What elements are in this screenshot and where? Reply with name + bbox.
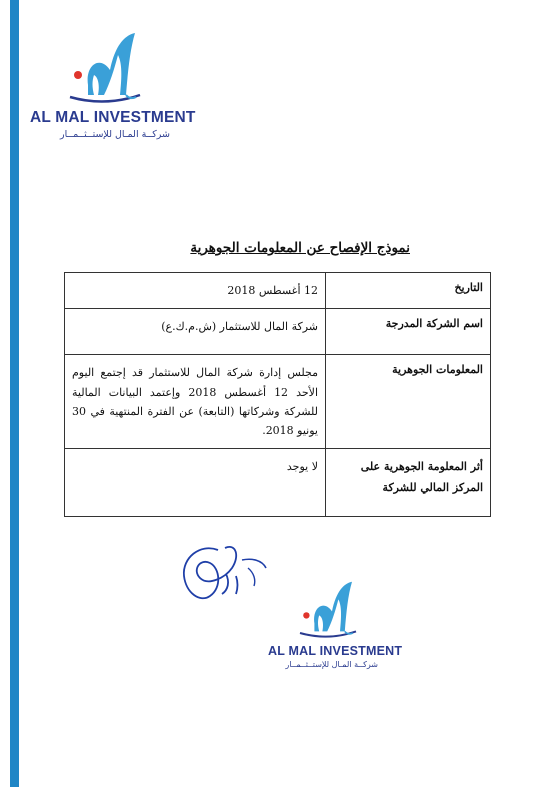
document-title: نموذج الإفصاح عن المعلومات الجوهرية — [190, 240, 410, 256]
logo-name-arabic: شركــة المـال للإستــثــمــار — [60, 129, 170, 140]
logo-name-arabic: شركــة المـال للإستــثــمــار — [285, 660, 378, 669]
row-label: اسم الشركة المدرجة — [326, 309, 491, 355]
handwritten-signature — [170, 538, 270, 613]
disclosure-table — [64, 272, 491, 517]
logo-name-english: AL MAL INVESTMENT — [30, 109, 196, 126]
side-accent-bar — [10, 0, 19, 787]
row-label: التاريخ — [326, 273, 491, 309]
table-row — [65, 355, 491, 449]
company-logo-header — [30, 25, 196, 140]
logo-emblem-icon — [30, 25, 180, 109]
table-row — [65, 273, 491, 309]
logo-name-english: AL MAL INVESTMENT — [268, 644, 403, 658]
logo-emblem-icon — [268, 575, 388, 643]
row-value: لا يوجد — [65, 449, 326, 517]
row-value: شركة المال للاستثمار (ش.م.ك.ع) — [65, 309, 326, 355]
company-logo-stamp — [268, 575, 403, 670]
row-label: أثر المعلومة الجوهرية على المركز المالي للشركة — [326, 449, 491, 517]
row-value: مجلس إدارة شركة المال للاستثمار قد إجتمع اليوم الأحد 12 أغسطس 2018 وإعتمد البيانات المالية للشركة وشركاتها (التابعة) عن الفترة المنتهية في 30 يونيو 2018. — [65, 355, 326, 449]
table-row — [65, 309, 491, 355]
row-value: 12 أغسطس 2018 — [65, 273, 326, 309]
table-row — [65, 449, 491, 517]
row-label: المعلومات الجوهرية — [326, 355, 491, 449]
